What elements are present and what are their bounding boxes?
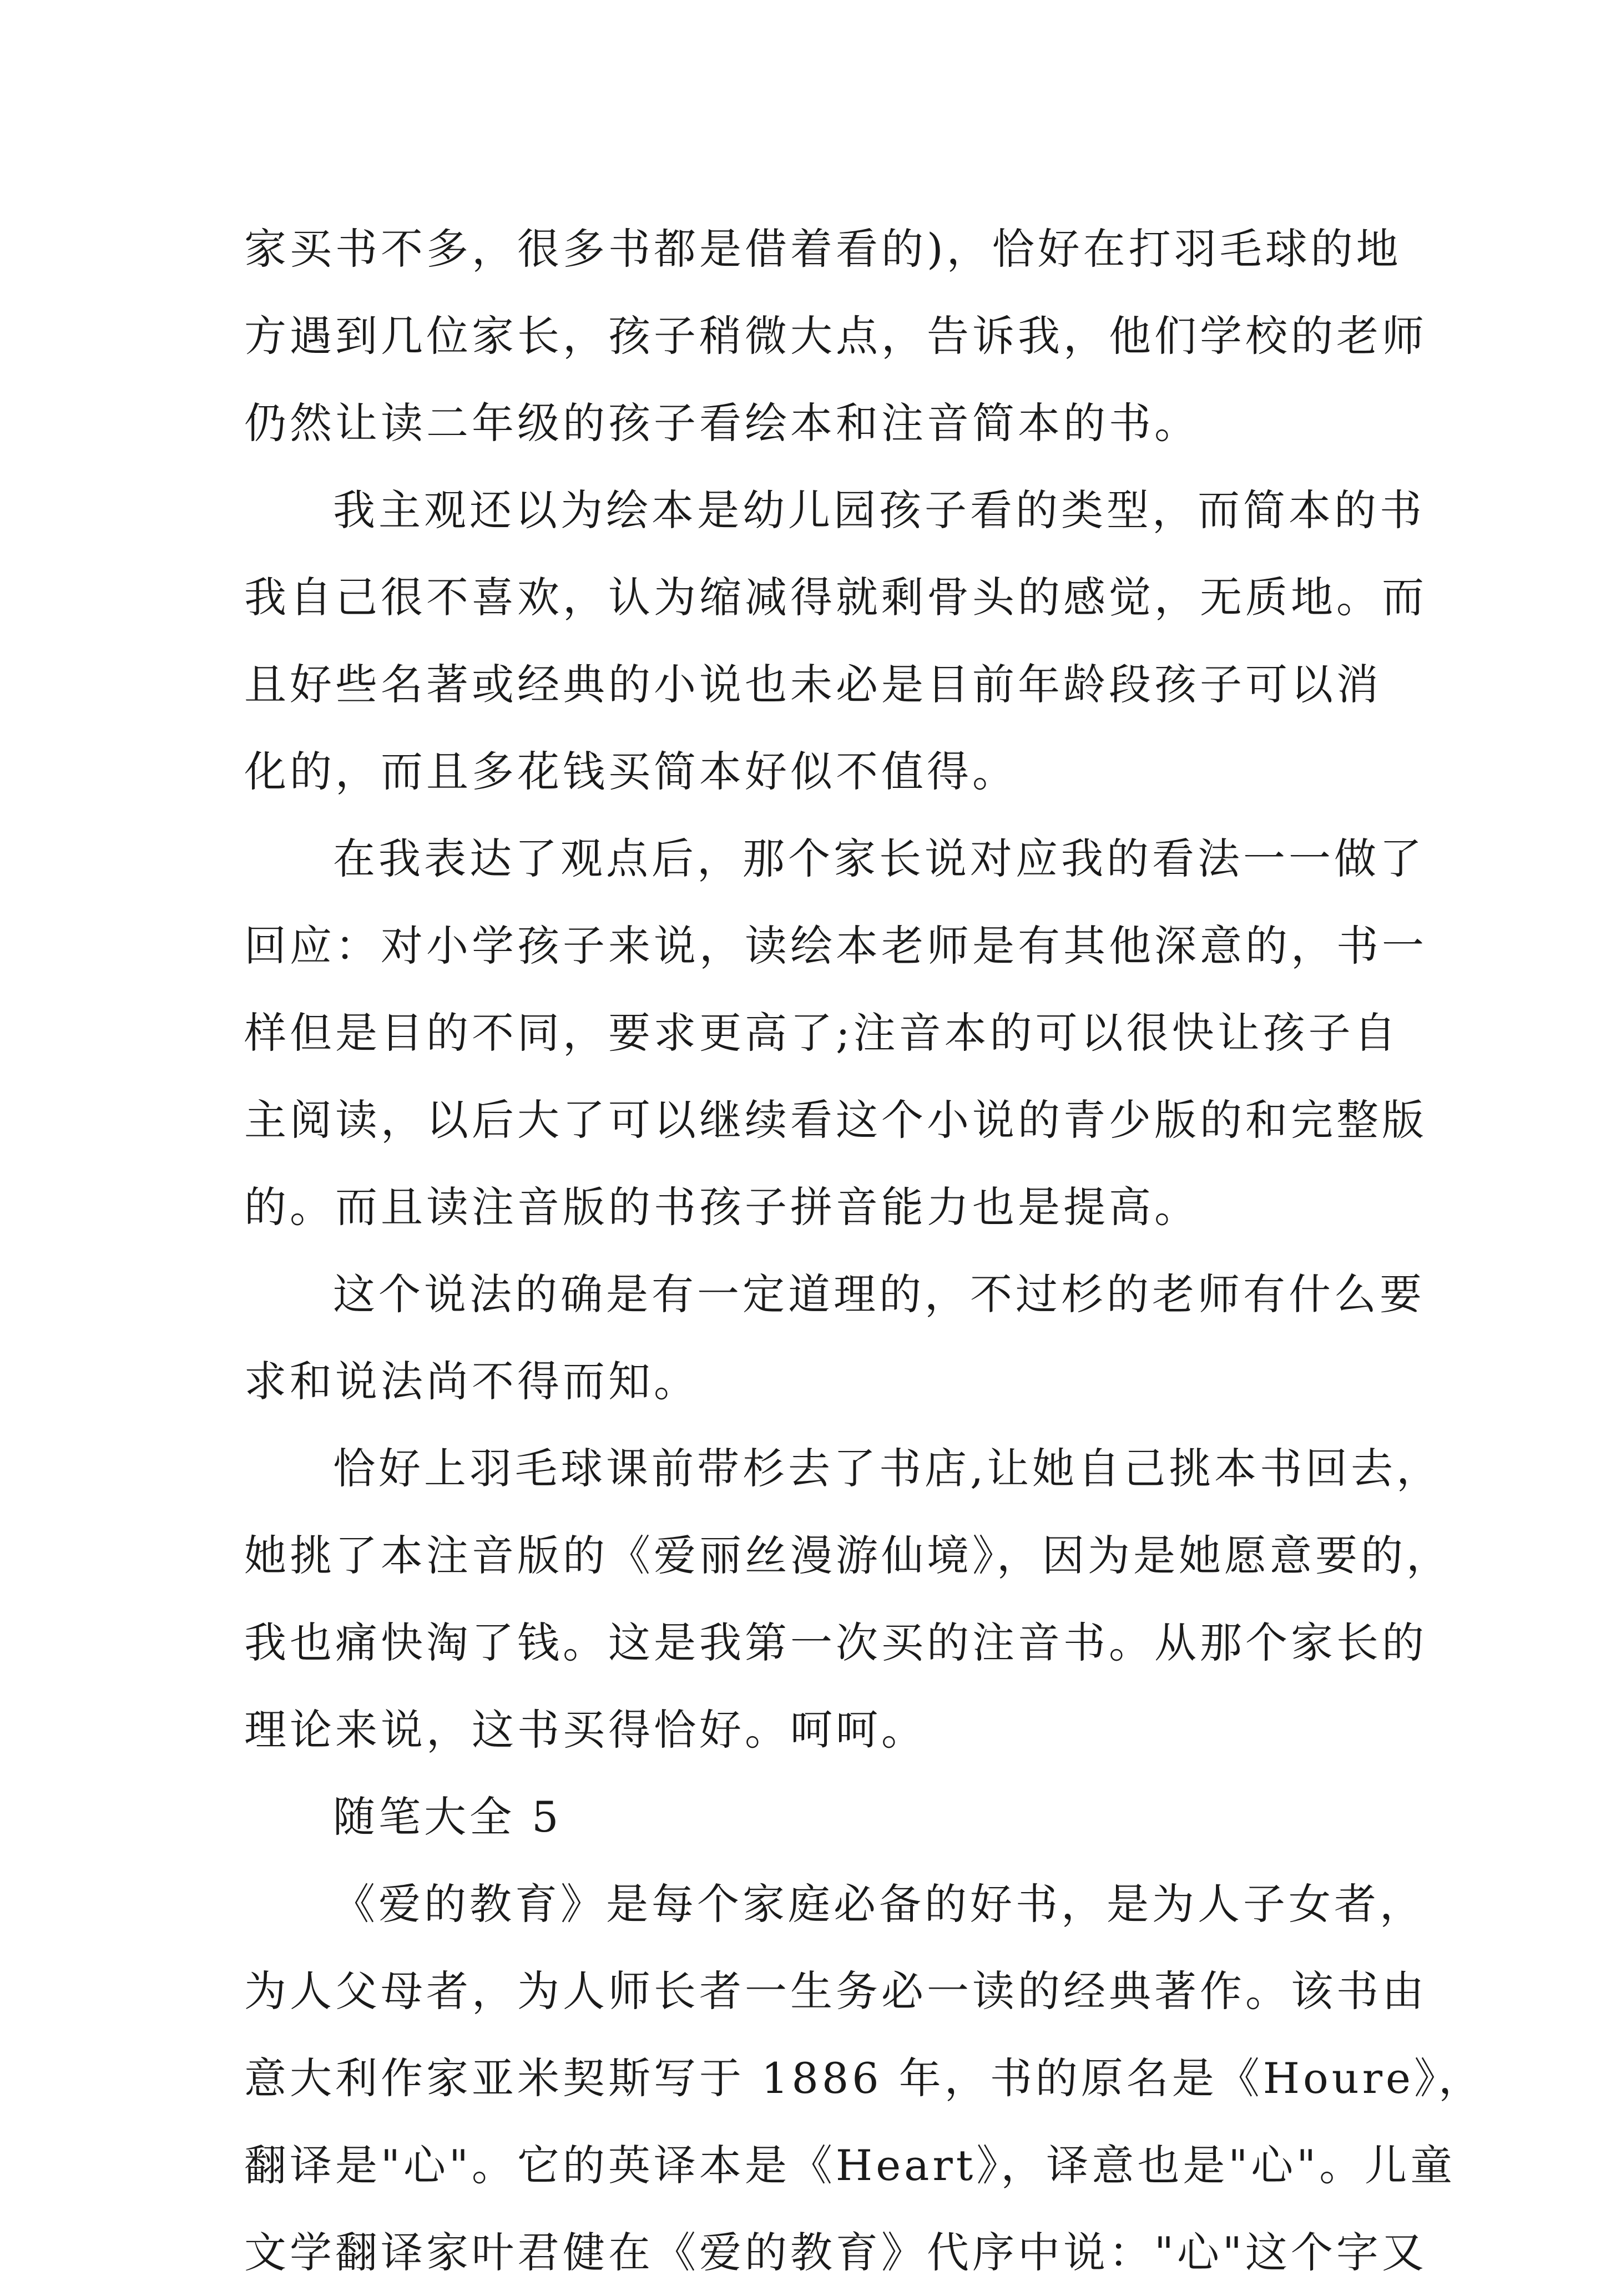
text-line: 她挑了本注音版的《爱丽丝漫游仙境》，因为是她愿意要的， <box>244 1531 1452 1580</box>
text-line: 我自己很不喜欢，认为缩减得就剩骨头的感觉，无质地。而 <box>244 573 1427 622</box>
text-line: 意大利作家亚米契斯写于 1886 年，书的原名是《Houre》， <box>244 2054 1484 2103</box>
body-text <box>244 205 1484 2296</box>
text-line: 的。而且读注音版的书孩子拼音能力也是提高。 <box>244 1182 1200 1232</box>
text-line: 求和说法尚不得而知。 <box>244 1357 699 1406</box>
paragraph-first-line: 《爱的教育》是每个家庭必备的好书，是为人子女者， <box>333 1879 1425 1929</box>
text-line: 且好些名著或经典的小说也未必是目前年龄段孩子可以消 <box>244 660 1382 709</box>
paragraph-first-line: 在我表达了观点后，那个家长说对应我的看法一一做了 <box>333 834 1425 883</box>
text-line: 回应：对小学孩子来说，读绘本老师是有其他深意的，书一 <box>244 921 1427 970</box>
text-line: 仍然让读二年级的孩子看绘本和注音简本的书。 <box>244 398 1200 448</box>
text-line: 我也痛快淘了钱。这是我第一次买的注音书。从那个家长的 <box>244 1618 1427 1667</box>
text-line: 化的，而且多花钱买简本好似不值得。 <box>244 747 1018 796</box>
text-line: 主阅读，以后大了可以继续看这个小说的青少版的和完整版 <box>244 1095 1427 1145</box>
text-line: 方遇到几位家长，孩子稍微大点，告诉我，他们学校的老师 <box>244 311 1427 361</box>
text-line: 理论来说，这书买得恰好。呵呵。 <box>244 1705 927 1754</box>
text-line: 为人父母者，为人师长者一生务必一读的经典著作。该书由 <box>244 1966 1427 2016</box>
text-line: 家买书不多，很多书都是借着看的)，恰好在打羽毛球的地 <box>244 224 1402 274</box>
paragraph-first-line: 恰好上羽毛球课前带杉去了书店,让她自己挑本书回去， <box>333 1444 1442 1493</box>
paragraph-first-line: 这个说法的确是有一定道理的，不过杉的老师有什么要 <box>333 1270 1425 1319</box>
text-line: 翻译是"心"。它的英译本是《Heart》，译意也是"心"。儿童 <box>244 2141 1456 2190</box>
section-heading: 随笔大全 5 <box>333 1792 562 1842</box>
text-line: 文学翻译家叶君健在《爱的教育》代序中说："心"这个字又 <box>244 2228 1427 2277</box>
text-line: 样但是目的不同，要求更高了;注音本的可以很快让孩子自 <box>244 1008 1400 1058</box>
paragraph-first-line: 我主观还以为绘本是幼儿园孩子看的类型，而简本的书 <box>333 486 1425 535</box>
